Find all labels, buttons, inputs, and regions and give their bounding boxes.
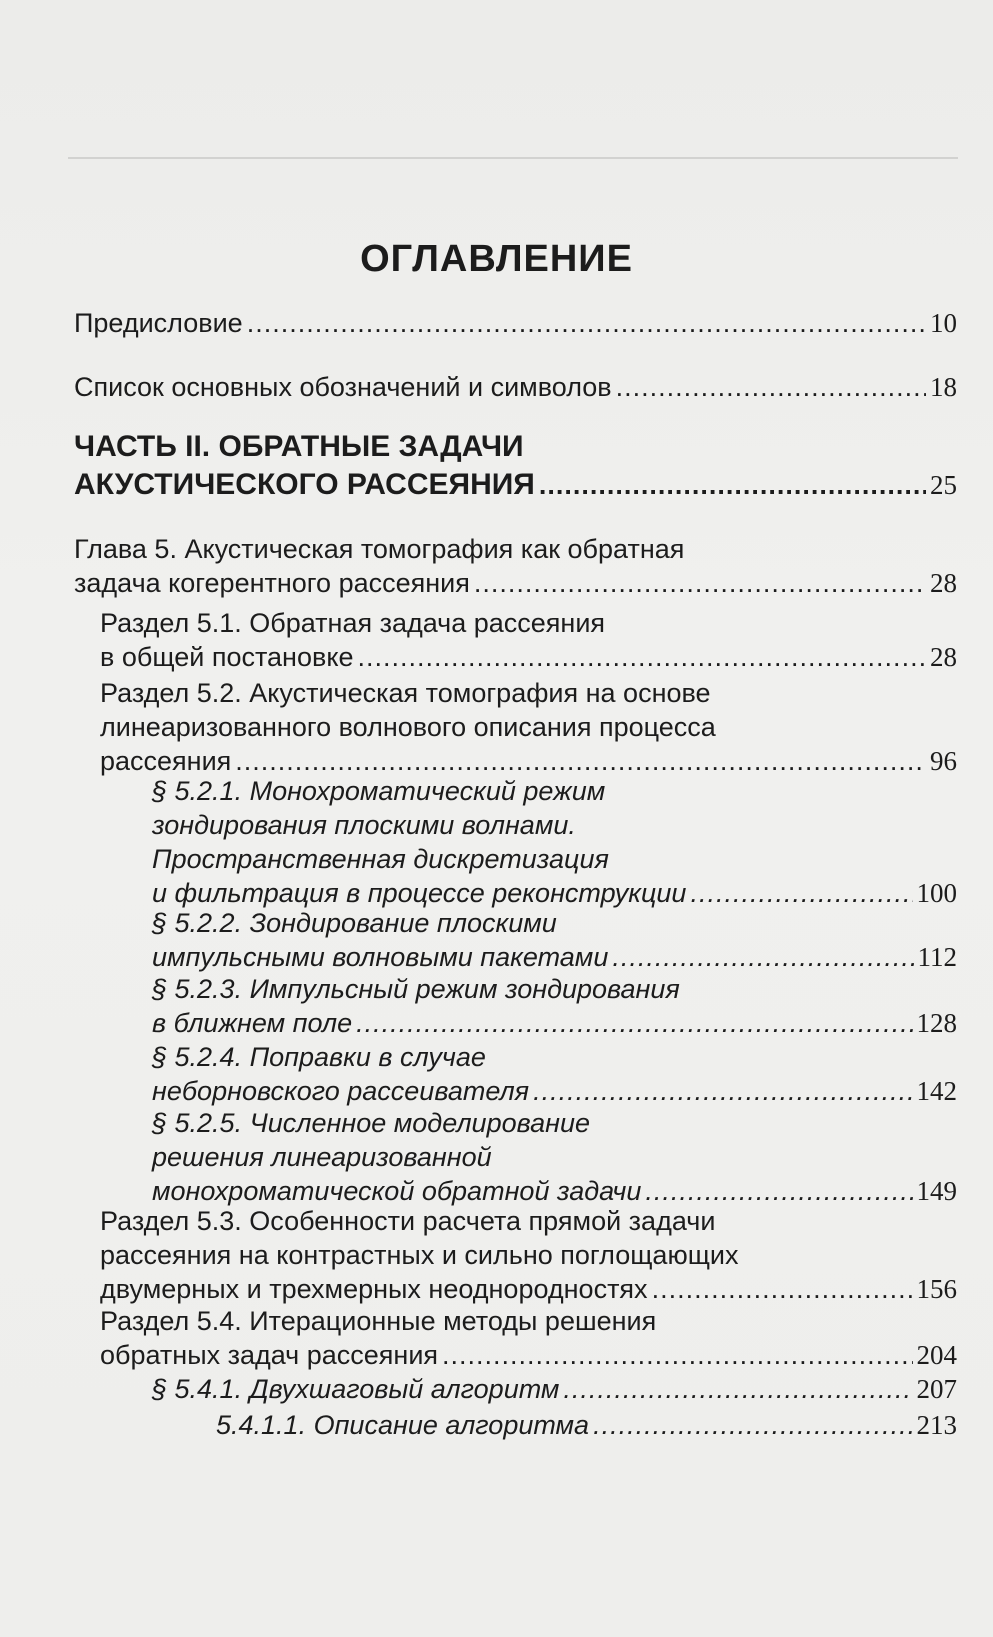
entry-text: Раздел 5.2. Акустическая томография на основе: [100, 678, 711, 708]
leader-dots: [690, 876, 912, 910]
page-number: 18: [930, 372, 957, 402]
entry-text: Раздел 5.1. Обратная задача рассеяния: [100, 608, 606, 638]
entry-text: 5.4.1.1. Описание алгоритма: [216, 1410, 590, 1440]
toc-title: ОГЛАВЛЕНИЕ: [360, 238, 633, 280]
toc-entry-section-5-2[interactable]: [100, 676, 957, 778]
page-number: 213: [916, 1410, 957, 1440]
page-number: 156: [916, 1274, 957, 1304]
page-number: 28: [930, 568, 957, 598]
toc-entry-paragraph-5-2-5[interactable]: [152, 1106, 957, 1208]
leader-dots: [357, 640, 926, 674]
leader-dots: [612, 940, 913, 974]
page-number: 112: [917, 942, 957, 972]
entry-text: § 5.2.3. Импульсный режим зондирования: [152, 974, 680, 1004]
leader-dots: [645, 1174, 912, 1208]
leader-dots: [474, 566, 926, 600]
entry-text: неборновского рассеивателя: [152, 1076, 530, 1106]
leader-dots: [652, 1272, 913, 1306]
page-number: 128: [916, 1008, 957, 1038]
entry-text: зондирования плоскими волнами.: [152, 810, 576, 840]
toc-entry-preface[interactable]: [74, 306, 957, 340]
leader-dots: [247, 306, 926, 340]
leader-dots: [533, 1074, 912, 1108]
entry-text: Раздел 5.4. Итерационные методы решения: [100, 1306, 657, 1336]
entry-text: двумерных и трехмерных неоднородностях: [100, 1274, 648, 1304]
page-number: 96: [930, 746, 957, 776]
leader-dots: [442, 1338, 912, 1372]
toc-entry-section-5-1[interactable]: [100, 606, 957, 674]
entry-text: в ближнем поле: [152, 1008, 353, 1038]
page-number: 142: [916, 1076, 957, 1106]
toc-entry-section-5-3[interactable]: [100, 1204, 957, 1306]
toc-entry-chapter5[interactable]: [74, 532, 957, 600]
entry-text: Пространственная дискретизация: [152, 844, 609, 874]
leader-dots: [563, 1372, 912, 1406]
page-number: 10: [930, 308, 957, 338]
entry-text: ЧАСТЬ II. ОБРАТНЫЕ ЗАДАЧИ: [74, 430, 524, 463]
leader-dots: [539, 466, 926, 504]
entry-text: в общей постановке: [100, 642, 354, 672]
entry-text: § 5.2.1. Монохроматический режим: [152, 776, 606, 806]
toc-entry-part2[interactable]: [74, 428, 957, 504]
leader-dots: [593, 1408, 912, 1442]
entry-text: § 5.2.5. Численное моделирование: [152, 1108, 591, 1138]
entry-text: задача когерентного рассеяния: [74, 568, 470, 598]
entry-text: Глава 5. Акустическая томография как обратная: [74, 534, 685, 564]
page-number: 207: [916, 1374, 957, 1404]
toc-entry-paragraph-5-2-1[interactable]: [152, 774, 957, 910]
entry-text: § 5.4.1. Двухшаговый алгоритм: [152, 1374, 560, 1404]
leader-dots: [356, 1006, 912, 1040]
page-number: 100: [916, 878, 957, 908]
toc-entry-subparagraph-5-4-1-1[interactable]: [216, 1408, 957, 1442]
toc-entry-section-5-4[interactable]: [100, 1304, 957, 1372]
entry-text: § 5.2.4. Поправки в случае: [152, 1042, 486, 1072]
entry-text: рассеяния на контрастных и сильно поглощающих: [100, 1240, 739, 1270]
leader-dots: [235, 744, 926, 778]
header-rule: [68, 157, 958, 159]
toc-entry-paragraph-5-2-2[interactable]: [152, 906, 957, 974]
toc-entry-paragraph-5-2-3[interactable]: [152, 972, 957, 1040]
entry-text: обратных задач рассеяния: [100, 1340, 439, 1370]
page-number: 25: [930, 470, 957, 500]
entry-text: решения линеаризованной: [152, 1142, 492, 1172]
page-number: 28: [930, 642, 957, 672]
leader-dots: [616, 370, 926, 404]
entry-text: импульсными волновыми пакетами: [152, 942, 609, 972]
toc-entry-paragraph-5-2-4[interactable]: [152, 1040, 957, 1108]
entry-text: и фильтрация в процессе реконструкции: [152, 878, 687, 908]
entry-text: § 5.2.2. Зондирование плоскими: [152, 908, 557, 938]
entry-text: Предисловие: [74, 308, 243, 338]
entry-text: АКУСТИЧЕСКОГО РАССЕЯНИЯ: [74, 468, 535, 501]
entry-text: Список основных обозначений и символов: [74, 372, 612, 402]
entry-text: Раздел 5.3. Особенности расчета прямой задачи: [100, 1206, 716, 1236]
entry-text: линеаризованного волнового описания процесса: [100, 712, 716, 742]
entry-text: монохроматической обратной задачи: [152, 1176, 642, 1206]
page-number: 204: [916, 1340, 957, 1370]
toc-entry-paragraph-5-4-1[interactable]: [152, 1372, 957, 1406]
page-number: 149: [916, 1176, 957, 1206]
toc-entry-symbols[interactable]: [74, 370, 957, 404]
entry-text: рассеяния: [100, 746, 232, 776]
